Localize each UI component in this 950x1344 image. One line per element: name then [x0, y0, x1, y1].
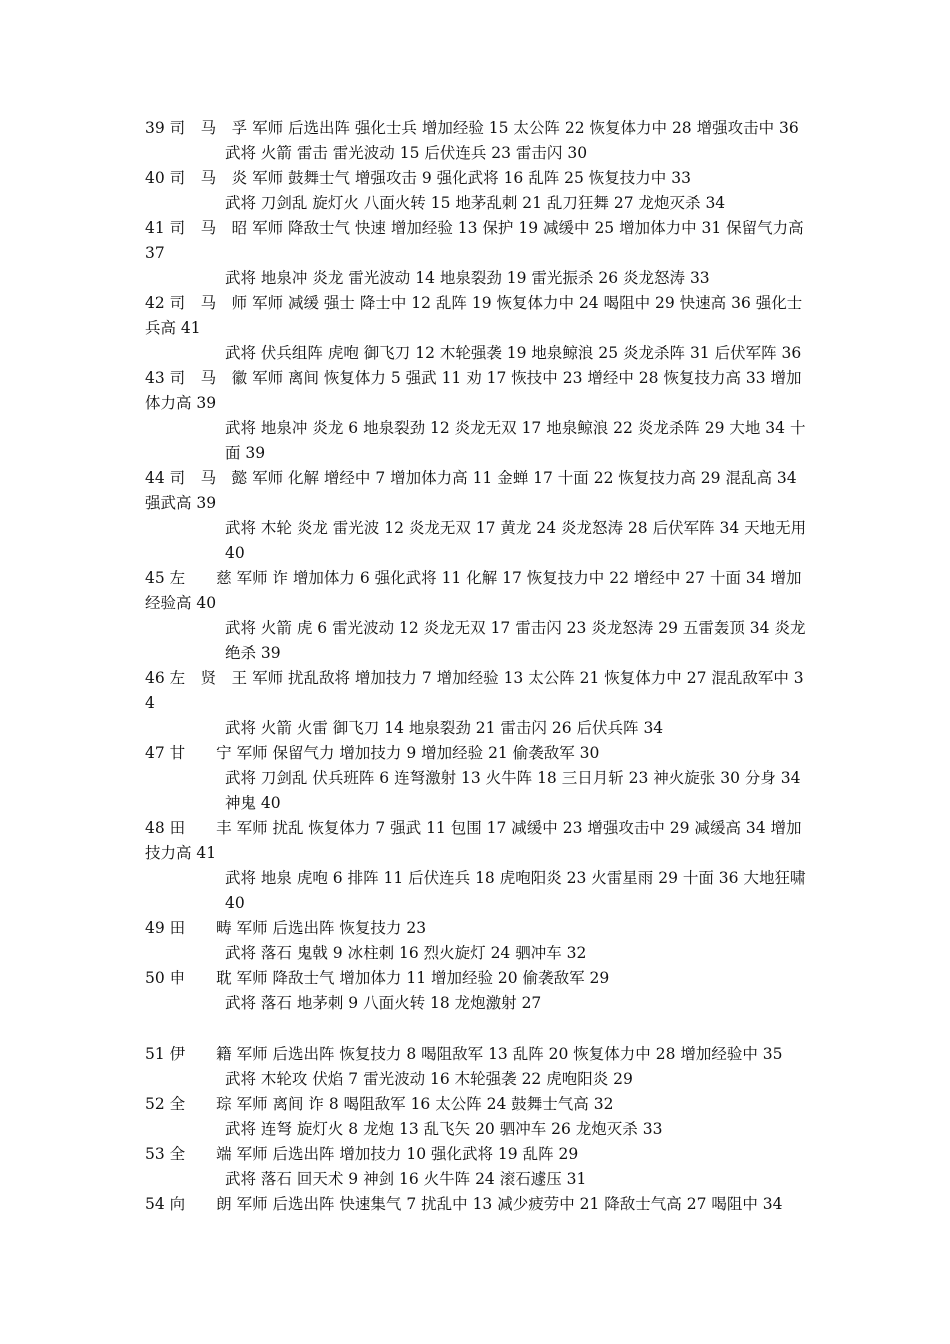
general-line: 武将 火箭 雷击 雷光波动 15 后伏连兵 23 雷击闪 30	[225, 144, 588, 162]
strategist-line: 41 司 马 昭 军师 降敌士气 快速 增加经验 13 保护 19 减缓中 25 增加体力中 31 保留气力高 37	[145, 219, 804, 262]
entry-47	[145, 741, 810, 816]
general-line: 武将 刀剑乱 伏兵班阵 6 连弩激射 13 火牛阵 18 三日月斩 23 神火旋张 30 分身 34 神鬼 40	[225, 769, 801, 812]
blank-line	[145, 1016, 810, 1042]
entry-45	[145, 566, 810, 666]
strategist-line: 46 左 贤 王 军师 扰乱敌将 增加技力 7 增加经验 13 太公阵 21 恢复体力中 27 混乱敌军中 34	[145, 669, 804, 712]
entry-51	[145, 1042, 810, 1092]
general-line: 武将 连弩 旋灯火 8 龙炮 13 乱飞矢 20 驷冲车 26 龙炮灭杀 33	[225, 1120, 663, 1138]
general-line: 武将 木轮 炎龙 雷光波 12 炎龙无双 17 黄龙 24 炎龙怒涛 28 后伏军阵 34 天地无用 40	[225, 519, 807, 562]
strategist-line: 49 田 畴 军师 后选出阵 恢复技力 23	[145, 919, 427, 937]
strategist-line: 51 伊 籍 军师 后选出阵 恢复技力 8 喝阻敌军 13 乱阵 20 恢复体力中 28 增加经验中 35	[145, 1045, 783, 1063]
general-line: 武将 落石 回天术 9 神剑 16 火牛阵 24 滚石遽压 31	[225, 1170, 587, 1188]
entry-46	[145, 666, 810, 741]
general-line: 武将 刀剑乱 旋灯火 八面火转 15 地茅乱刺 21 乱刀狂舞 27 龙炮灭杀 34	[225, 194, 726, 212]
strategist-line: 40 司 马 炎 军师 鼓舞士气 增强攻击 9 强化武将 16 乱阵 25 恢复技力中 33	[145, 169, 691, 187]
strategist-line: 48 田 丰 军师 扰乱 恢复体力 7 强武 11 包围 17 减缓中 23 增强攻击中 29 减缓高 34 增加技力高 41	[145, 819, 802, 862]
general-line: 武将 火箭 虎 6 雷光波动 12 炎龙无双 17 雷击闪 23 炎龙怒涛 29 五雷轰顶 34 炎龙绝杀 39	[225, 619, 806, 662]
entry-39	[145, 116, 810, 166]
entry-49	[145, 916, 810, 966]
general-line: 武将 地泉 虎咆 6 排阵 11 后伏连兵 18 虎咆阳炎 23 火雷星雨 29 十面 36 大地狂啸 40	[225, 869, 806, 912]
strategist-line: 44 司 马 懿 军师 化解 增经中 7 增加体力高 11 金蝉 17 十面 22 恢复技力高 29 混乱高 34 强武高 39	[145, 469, 797, 512]
entry-44	[145, 466, 810, 566]
strategist-line: 45 左 慈 军师 诈 增加体力 6 强化武将 11 化解 17 恢复技力中 22 增经中 27 十面 34 增加经验高 40	[145, 569, 802, 612]
entry-54	[145, 1192, 810, 1217]
entry-52	[145, 1092, 810, 1142]
general-line: 武将 落石 地茅刺 9 八面火转 18 龙炮激射 27	[225, 994, 542, 1012]
general-line: 武将 落石 鬼戟 9 冰柱刺 16 烈火旋灯 24 驷冲车 32	[225, 944, 587, 962]
document-body	[145, 116, 810, 1217]
strategist-line: 43 司 马 徽 军师 离间 恢复体力 5 强武 11 劝 17 恢技中 23 增经中 28 恢复技力高 33 增加体力高 39	[145, 369, 802, 412]
general-line: 武将 火箭 火雷 御飞刀 14 地泉裂劲 21 雷击闪 26 后伏兵阵 34	[225, 719, 664, 737]
strategist-line: 47 甘 宁 军师 保留气力 增加技力 9 增加经验 21 偷袭敌军 30	[145, 744, 600, 762]
entry-41	[145, 216, 810, 291]
strategist-line: 42 司 马 师 军师 减缓 强士 降士中 12 乱阵 19 恢复体力中 24 喝阻中 29 快速高 36 强化士兵高 41	[145, 294, 803, 337]
entry-43	[145, 366, 810, 466]
general-line: 武将 地泉冲 炎龙 6 地泉裂劲 12 炎龙无双 17 地泉鲸浪 22 炎龙杀阵 29 大地 34 十面 39	[225, 419, 806, 462]
entry-50	[145, 966, 810, 1016]
entry-48	[145, 816, 810, 916]
general-line: 武将 木轮攻 伏焰 7 雷光波动 16 木轮强袭 22 虎咆阳炎 29	[225, 1070, 633, 1088]
entry-40	[145, 166, 810, 216]
strategist-line: 50 申 耽 军师 降敌士气 增加体力 11 增加经验 20 偷袭敌军 29	[145, 969, 610, 987]
general-line: 武将 地泉冲 炎龙 雷光波动 14 地泉裂劲 19 雷光振杀 26 炎龙怒涛 33	[225, 269, 710, 287]
entry-42	[145, 291, 810, 366]
strategist-line: 53 全 端 军师 后选出阵 增加技力 10 强化武将 19 乱阵 29	[145, 1145, 579, 1163]
strategist-line: 39 司 马 孚 军师 后选出阵 强化士兵 增加经验 15 太公阵 22 恢复体力中 28 增强攻击中 36	[145, 119, 799, 137]
entry-53	[145, 1142, 810, 1192]
general-line: 武将 伏兵组阵 虎咆 御飞刀 12 木轮强袭 19 地泉鲸浪 25 炎龙杀阵 31 后伏军阵 36	[225, 344, 802, 362]
strategist-line: 52 全 琮 军师 离间 诈 8 喝阻敌军 16 太公阵 24 鼓舞士气高 32	[145, 1095, 614, 1113]
strategist-line: 54 向 朗 军师 后选出阵 快速集气 7 扰乱中 13 减少疲劳中 21 降敌士气高 27 喝阻中 34	[145, 1195, 783, 1213]
